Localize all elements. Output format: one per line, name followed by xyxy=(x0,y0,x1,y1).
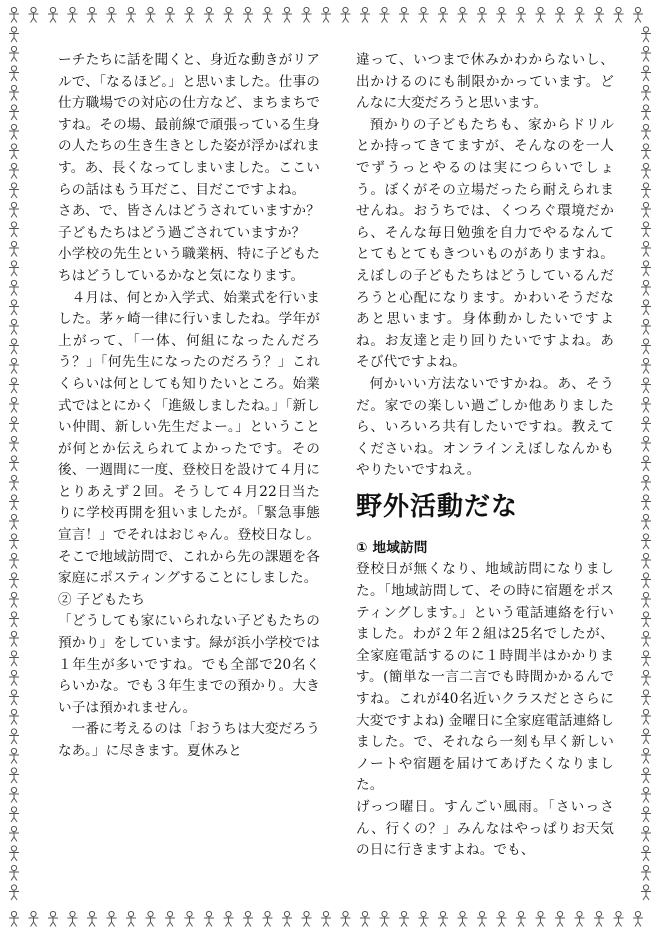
stick-figure-icon xyxy=(29,7,39,22)
right-paragraph-5: げっつ曜日。すんごい風雨。「さいっさん、行くの？」みんなはやっぱりお天気の日に行きますよね。でも、 xyxy=(356,799,614,859)
stick-figure-icon xyxy=(9,300,19,315)
stick-figure-icon xyxy=(9,846,19,861)
stick-figure-icon xyxy=(516,911,526,926)
stick-figure-icon xyxy=(641,592,651,607)
stick-figure-icon xyxy=(9,241,19,256)
stick-figure-icon xyxy=(87,911,97,926)
stick-figure-icon xyxy=(9,46,19,61)
left-paragraph-1: ーチたちに話を聞くと、身近な動きがリアルで、「なるほど。」と思いました。仕事の仕方職場での対応の仕方など、まちまちですね。その場、最前線で頑張っている生身の人たちの生き生きとした姿が浮かばれます。あ、長くなってしまいました。ここいらの話はもう耳だこ、目だこですよね。 xyxy=(58,52,320,198)
stick-figure-icon xyxy=(204,7,214,22)
stick-figure-icon xyxy=(9,573,19,588)
stick-figure-icon xyxy=(9,105,19,120)
stick-figure-icon xyxy=(204,911,214,926)
stick-figure-icon xyxy=(594,7,604,22)
stick-figure-icon xyxy=(438,911,448,926)
stick-figure-icon xyxy=(497,911,507,926)
stick-figure-icon xyxy=(9,553,19,568)
stick-figure-icon xyxy=(9,397,19,412)
stick-figure-icon xyxy=(9,885,19,900)
stick-figure-icon xyxy=(641,612,651,627)
stick-figure-icon xyxy=(29,911,39,926)
stick-figure-icon xyxy=(9,495,19,510)
stick-figure-icon xyxy=(302,911,312,926)
stick-figure-icon xyxy=(165,911,175,926)
stick-figure-icon xyxy=(9,183,19,198)
stick-figure-icon xyxy=(419,911,429,926)
stick-figure-icon xyxy=(575,7,585,22)
stick-figure-icon xyxy=(516,7,526,22)
stick-figure-icon xyxy=(641,865,651,880)
stick-figure-icon xyxy=(185,7,195,22)
stick-figure-icon xyxy=(9,7,19,22)
stick-figure-icon xyxy=(9,534,19,549)
stick-figure-icon xyxy=(641,709,651,724)
right-paragraph-4: 登校日が無くなり、地域訪問になりました。「地域訪問して、その時に宿題をポスティングします。」という電話連絡を行いました。わが２年２組は25名でしたが、全家庭電話するのに１時間半はかかります。(簡単な一言二言でも時間かかるんですね。これが40名近いクラスだとさらに大変ですよね) 金曜日に全家庭電話連絡しました。で、それなら一刻も早く新しいノートや宿題を届けてあげたくなりました。 xyxy=(356,561,614,794)
stick-figure-icon xyxy=(9,358,19,373)
stick-figure-icon xyxy=(641,748,651,763)
right-column xyxy=(356,50,614,862)
stick-figure-icon xyxy=(536,911,546,926)
stick-figure-icon xyxy=(641,670,651,685)
stick-figure-icon xyxy=(9,417,19,432)
stick-figure-icon xyxy=(9,787,19,802)
stick-figure-icon xyxy=(641,339,651,354)
stick-figure-icon xyxy=(399,7,409,22)
stick-figure-icon xyxy=(9,690,19,705)
stick-figure-icon xyxy=(641,456,651,471)
stick-figure-icon xyxy=(641,651,651,666)
stick-figure-icon xyxy=(641,202,651,217)
stick-figure-icon xyxy=(9,144,19,159)
stick-figure-icon xyxy=(641,846,651,861)
stick-figure-icon xyxy=(224,7,234,22)
stick-figure-icon xyxy=(555,7,565,22)
stick-figure-icon xyxy=(9,612,19,627)
stick-figure-icon xyxy=(165,7,175,22)
stick-figure-icon xyxy=(9,85,19,100)
stick-figure-icon xyxy=(641,573,651,588)
stick-figure-icon xyxy=(641,826,651,841)
stick-figure-icon xyxy=(9,319,19,334)
right-paragraph-3: 何かいい方法ないですかね。あ、そうだ。家での楽しい過ごしか他ありましたら、いろいろ共有したいですね。教えてくださいね。オンラインえぼしなんかもやりたいですねえ。 xyxy=(356,375,614,479)
stick-figure-icon xyxy=(9,222,19,237)
stick-figure-icon xyxy=(641,144,651,159)
stick-figure-icon xyxy=(107,7,117,22)
stick-figure-icon xyxy=(146,7,156,22)
stick-figure-icon xyxy=(48,911,58,926)
stick-figure-icon xyxy=(641,514,651,529)
stick-figure-icon xyxy=(380,7,390,22)
stick-figure-icon xyxy=(641,475,651,490)
stick-figure-icon xyxy=(641,358,651,373)
stick-figure-icon xyxy=(146,911,156,926)
stick-figure-icon xyxy=(641,397,651,412)
stick-figure-icon xyxy=(9,66,19,81)
stick-figure-icon xyxy=(9,261,19,276)
stick-figure-icon xyxy=(614,7,624,22)
stick-figure-icon xyxy=(614,911,624,926)
stick-figure-icon xyxy=(641,495,651,510)
stick-figure-icon xyxy=(9,124,19,139)
stick-figure-icon xyxy=(263,7,273,22)
stick-figure-icon xyxy=(321,911,331,926)
stick-figure-icon xyxy=(641,241,651,256)
stick-figure-icon xyxy=(641,124,651,139)
stick-figure-icon xyxy=(9,436,19,451)
stick-figure-icon xyxy=(641,768,651,783)
stick-figure-icon xyxy=(458,911,468,926)
stick-figure-icon xyxy=(641,319,651,334)
stick-figure-icon xyxy=(126,7,136,22)
stick-figure-icon xyxy=(9,280,19,295)
stick-figure-icon xyxy=(477,911,487,926)
stick-figure-icon xyxy=(641,729,651,744)
stick-figure-icon xyxy=(9,378,19,393)
stick-figure-icon xyxy=(9,514,19,529)
stick-figure-icon xyxy=(641,280,651,295)
stick-figure-icon xyxy=(126,911,136,926)
stick-figure-icon xyxy=(9,631,19,646)
stick-figure-icon xyxy=(9,163,19,178)
right-paragraph-2: 預かりの子どもたちも、家からドリルとか持ってきてますが、そんなのを一人でずうっとやるのは実につらいでしょう。ぼくがその立場だったら耐えられませんね。おうちでは、くつろぐ環境だから、そんな毎日勉強を自力でやるなんてとてもとてもきついものがありますね。えぼしの子どもたちはどうしているんだろうと心配になります。かわいそうだなあと思います。身体動かしたいですよね。お友達と走り回りたいですよね。あそび代ですよね。 xyxy=(356,116,614,371)
stick-figure-icon xyxy=(458,7,468,22)
stick-figure-icon xyxy=(641,690,651,705)
stick-figure-icon xyxy=(263,911,273,926)
stick-figure-icon xyxy=(243,7,253,22)
stick-figure-icon xyxy=(9,748,19,763)
stick-figure-icon xyxy=(641,378,651,393)
section-1-title: ① 地域訪問 xyxy=(356,539,428,556)
stick-figure-icon xyxy=(9,202,19,217)
stick-figure-icon xyxy=(9,670,19,685)
section-heading: 野外活動だな xyxy=(356,491,519,522)
stick-figure-icon xyxy=(360,7,370,22)
section-2-title: ② 子どもたち xyxy=(58,591,145,608)
left-paragraph-4: ４月は、何とか入学式、始業式を行いました。茅ヶ崎一律に行いましたね。学年が上がって、「一体、何組になったんだろう？」「何先生になったのだろう？」これくらいは何としても知りたいところ。始業式ではとにかく「進級しましたね。」「新しい仲間、新しい先生だよー。」ということが何とか伝えられてよかったです。その後、一週間に一度、登校日を設けて４月にとりあえず２回。そうして４月22日当たりに学校再開を狙いましたが。「緊急事態宣言！」でそれはおじゃん。登校日なし。そこで地域訪問で、これから先の課題を各家庭にポスティングすることにしました。 xyxy=(58,289,320,587)
stick-figure-icon xyxy=(641,534,651,549)
stick-figure-icon xyxy=(641,807,651,822)
stick-figure-icon xyxy=(9,592,19,607)
stick-figure-icon xyxy=(9,651,19,666)
stick-figure-icon xyxy=(87,7,97,22)
stick-figure-icon xyxy=(9,709,19,724)
stick-figure-icon xyxy=(575,911,585,926)
left-paragraph-6: 一番に考えるのは「おうちは大変だろうなあ。」に尽きます。夏休みと xyxy=(58,721,320,759)
stick-figure-icon xyxy=(302,7,312,22)
stick-figure-icon xyxy=(641,85,651,100)
stick-figure-icon xyxy=(341,7,351,22)
stick-figure-icon xyxy=(9,475,19,490)
stick-figure-icon xyxy=(641,105,651,120)
stick-figure-icon xyxy=(243,911,253,926)
stick-figure-icon xyxy=(224,911,234,926)
stick-figure-icon xyxy=(321,7,331,22)
stick-figure-icon xyxy=(497,7,507,22)
stick-figure-icon xyxy=(633,7,643,22)
stick-figure-icon xyxy=(594,911,604,926)
stick-figure-icon xyxy=(633,911,643,926)
stick-figure-icon xyxy=(641,787,651,802)
stick-figure-icon xyxy=(9,865,19,880)
stick-figure-icon xyxy=(641,553,651,568)
stick-figure-icon xyxy=(641,222,651,237)
stick-figure-icon xyxy=(555,911,565,926)
stick-figure-icon xyxy=(641,261,651,276)
stick-figure-icon xyxy=(399,911,409,926)
stick-figure-icon xyxy=(641,46,651,61)
stick-figure-icon xyxy=(68,7,78,22)
stick-figure-icon xyxy=(9,768,19,783)
stick-figure-icon xyxy=(68,911,78,926)
stick-figure-icon xyxy=(360,911,370,926)
stick-figure-icon xyxy=(341,911,351,926)
stick-figure-icon xyxy=(536,7,546,22)
stick-figure-icon xyxy=(641,631,651,646)
stick-figure-icon xyxy=(641,66,651,81)
stick-figure-icon xyxy=(9,729,19,744)
left-column xyxy=(58,50,320,763)
stick-figure-icon xyxy=(641,183,651,198)
stick-figure-icon xyxy=(9,826,19,841)
stick-figure-icon xyxy=(9,339,19,354)
stick-figure-icon xyxy=(9,456,19,471)
stick-figure-icon xyxy=(477,7,487,22)
stick-figure-icon xyxy=(419,7,429,22)
stick-figure-icon xyxy=(48,7,58,22)
stick-figure-icon xyxy=(641,885,651,900)
stick-figure-icon xyxy=(9,27,19,42)
stick-figure-icon xyxy=(438,7,448,22)
stick-figure-icon xyxy=(641,436,651,451)
stick-figure-icon xyxy=(282,7,292,22)
stick-figure-icon xyxy=(641,163,651,178)
stick-figure-icon xyxy=(641,300,651,315)
right-paragraph-1: 違って、いつまで休みかわからないし、出かけるのにも制限かかっています。どんなに大変だろうと思います。 xyxy=(356,52,614,112)
stick-figure-icon xyxy=(380,911,390,926)
stick-figure-icon xyxy=(641,417,651,432)
left-paragraph-2: さあ、で、皆さんはどうされていますか？子どもたちはどう過ごされていますか？ xyxy=(58,203,320,241)
stick-figure-icon xyxy=(185,911,195,926)
left-paragraph-3: 小学校の先生という職業柄、特に子どもたちはどうしているかなと気になります。 xyxy=(58,246,320,284)
stick-figure-icon xyxy=(282,911,292,926)
stick-figure-icon xyxy=(9,911,19,926)
stick-figure-icon xyxy=(641,27,651,42)
left-paragraph-5: 「どうしても家にいられない子どもたちの預かり」をしています。緑が浜小学校では１年生が多いですね。でも全部で20名くらいかな。でも３年生までの預かり。大きい子は預かれません。 xyxy=(58,613,320,716)
stick-figure-icon xyxy=(9,807,19,822)
stick-figure-icon xyxy=(107,911,117,926)
